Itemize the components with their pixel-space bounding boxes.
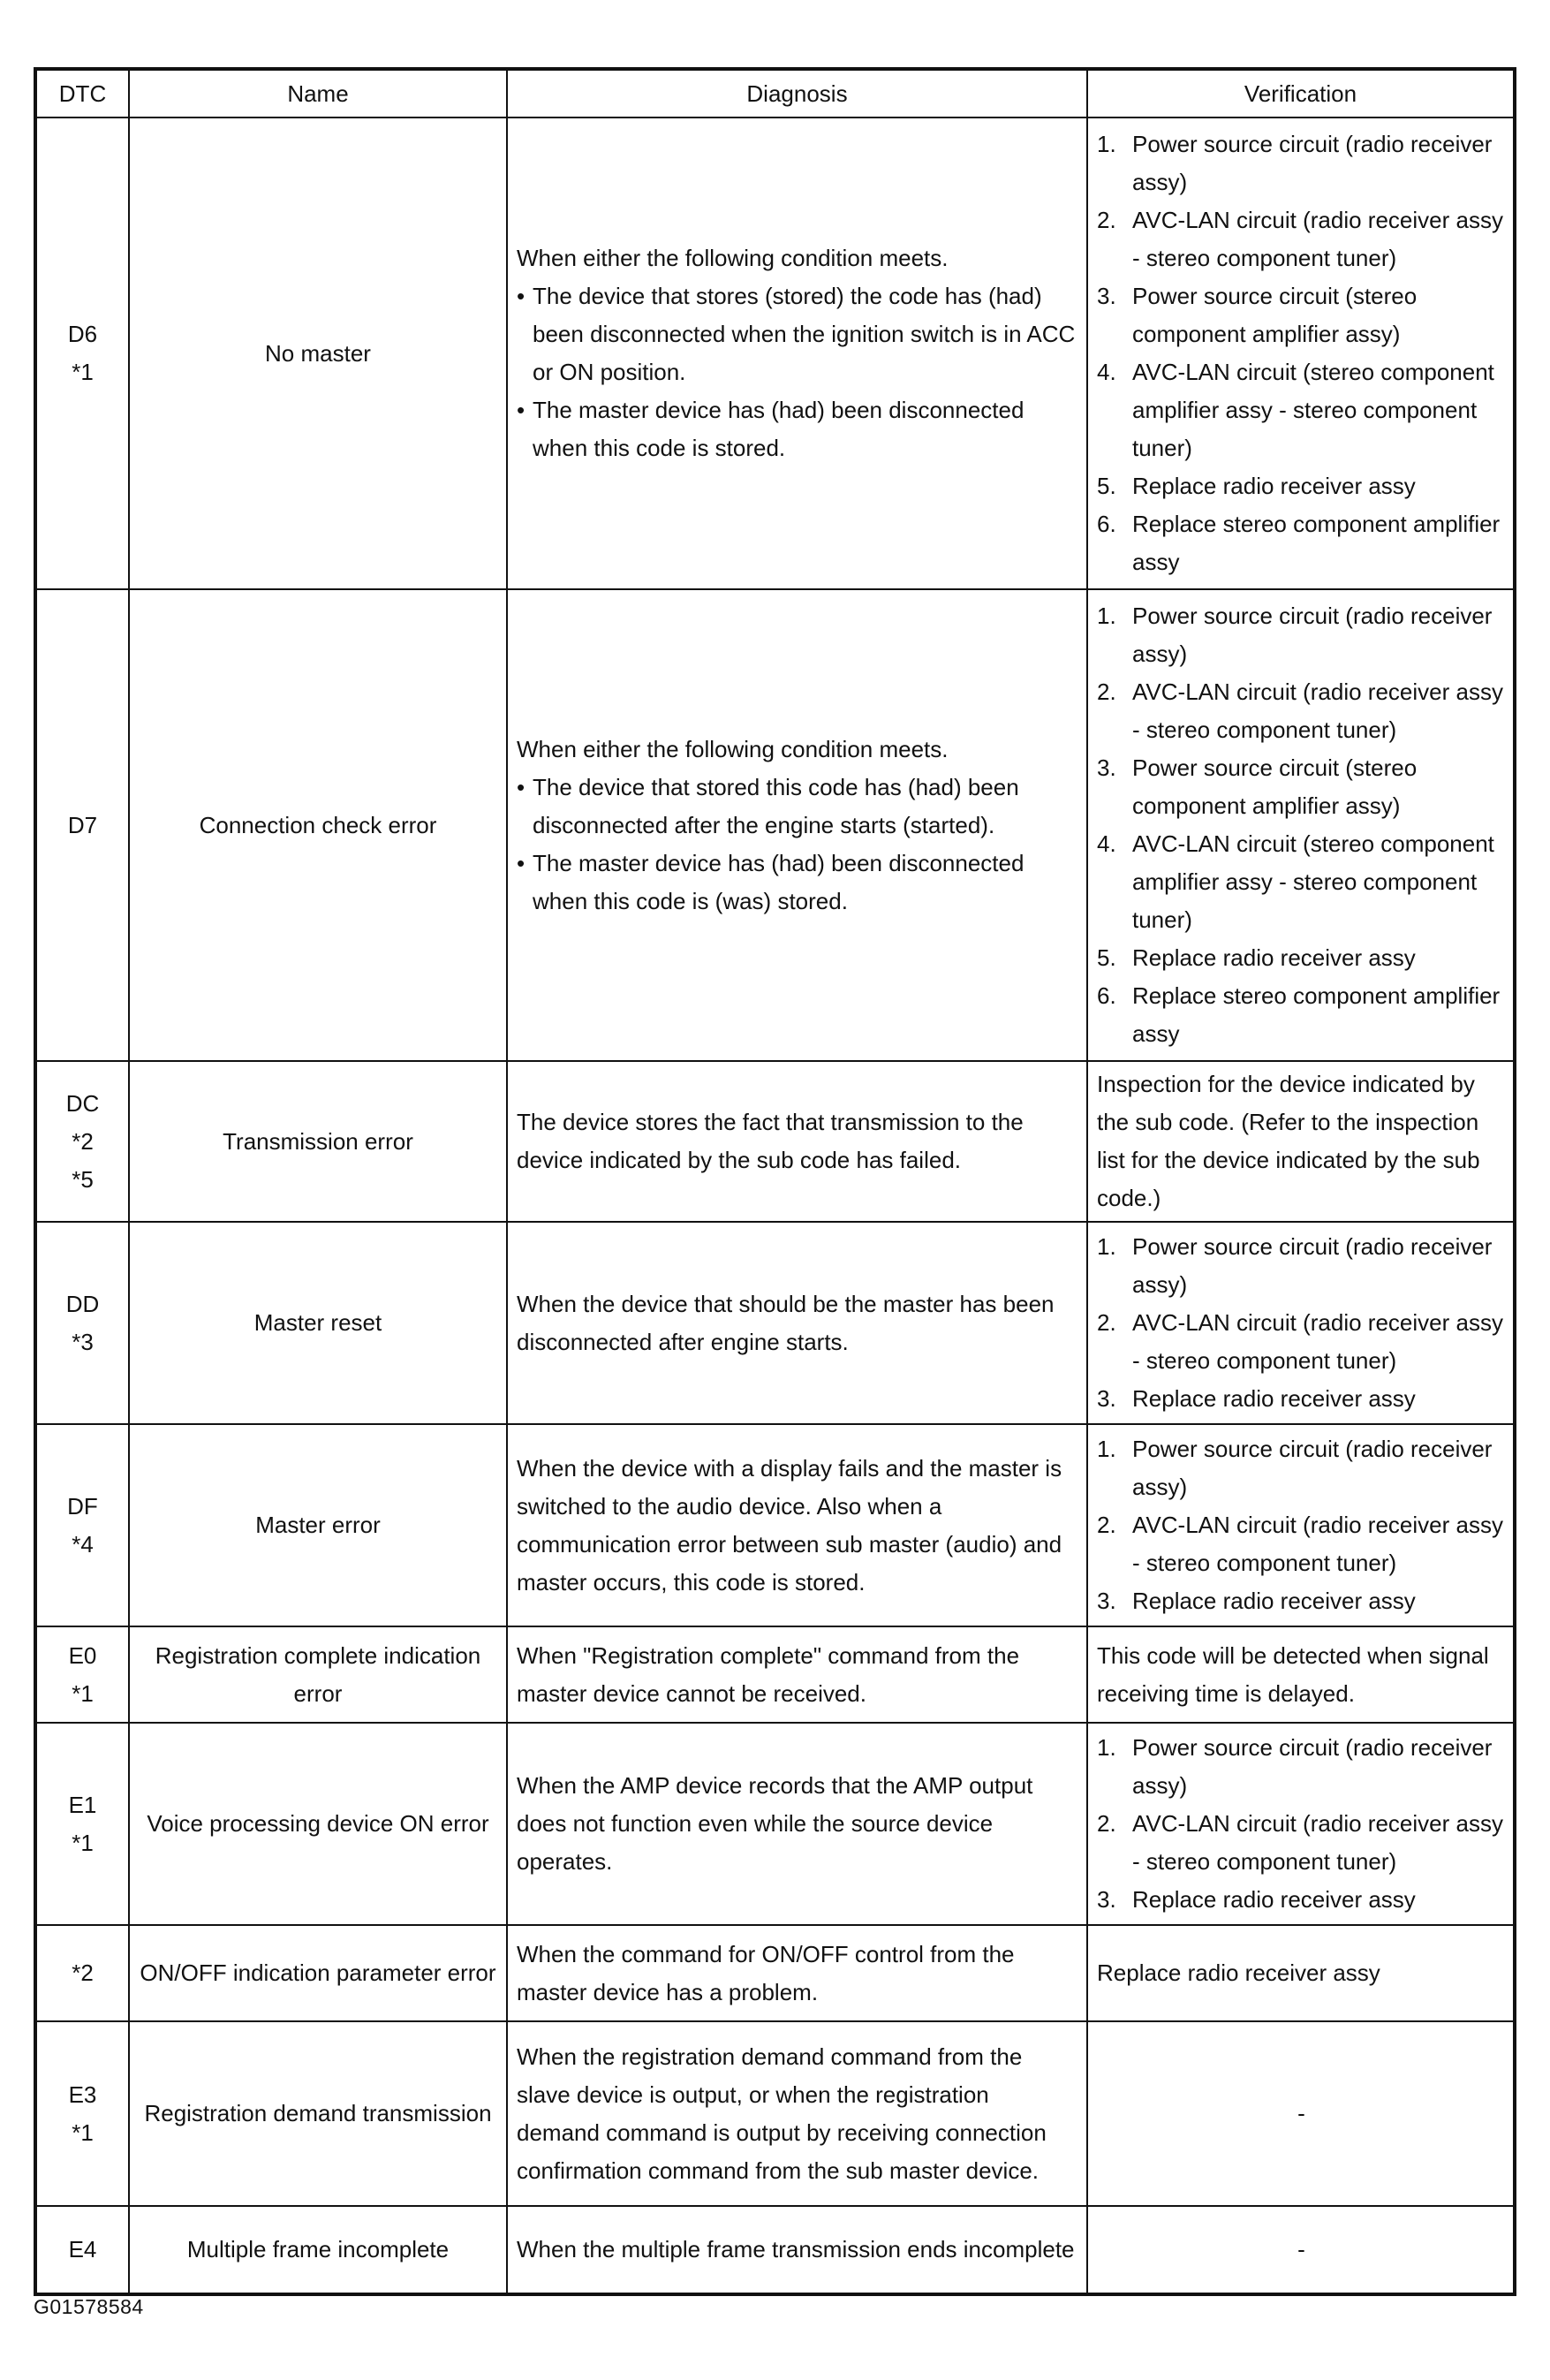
list-item: 2. AVC-LAN circuit (radio receiver assy - stereo component tuner) <box>1097 678 1503 743</box>
list-item: 1. Power source circuit (radio receiver assy) <box>1097 1734 1493 1799</box>
list-item: 6. Replace stereo component amplifier assy <box>1097 982 1501 1047</box>
table-row <box>35 1626 1515 1723</box>
table-row <box>35 1424 1515 1626</box>
dtc-name: Master reset <box>129 1222 507 1424</box>
table-row <box>35 1222 1515 1424</box>
dtc-table-page <box>34 67 1513 2296</box>
dtc-diagnosis: When the device that should be the master has been disconnected after engine starts. <box>507 1222 1087 1424</box>
dtc-diagnosis: When either the following condition meets. • The device that stores (stored) the code has (had) been disconnected when the ignition switch is in ACC or ON position. • The master device has (had) been disconnected when this code is stored. <box>507 117 1087 589</box>
dtc-code: *2 <box>35 1925 129 2021</box>
dtc-code: E4 <box>35 2206 129 2294</box>
header-diagnosis: Diagnosis <box>507 69 1087 117</box>
header-name: Name <box>129 69 507 117</box>
dtc-verification <box>1087 1723 1515 1925</box>
dtc-name: Transmission error <box>129 1061 507 1222</box>
table-header-row <box>35 69 1515 117</box>
dtc-name: Registration demand transmission <box>129 2021 507 2206</box>
list-item: 1. Power source circuit (radio receiver assy) <box>1097 131 1493 195</box>
list-item: 3. Replace radio receiver assy <box>1097 1385 1416 1412</box>
list-item: 5. Replace radio receiver assy <box>1097 944 1416 971</box>
list-item: 3. Replace radio receiver assy <box>1097 1886 1416 1913</box>
dtc-verification <box>1087 117 1515 589</box>
header-verification: Verification <box>1087 69 1515 117</box>
dtc-diagnosis: When the registration demand command from the slave device is output, or when the registration demand command is output by receiving connection confirmation command from the sub master device. <box>507 2021 1087 2206</box>
table-row <box>35 117 1515 589</box>
dtc-diagnosis: The device stores the fact that transmission to the device indicated by the sub code has failed. <box>507 1061 1087 1222</box>
dtc-diagnosis: When the command for ON/OFF control from the master device has a problem. <box>507 1925 1087 2021</box>
list-item: 3. Replace radio receiver assy <box>1097 1588 1416 1614</box>
table-row <box>35 1061 1515 1222</box>
figure-code: G01578584 <box>34 2295 144 2318</box>
table-row <box>35 1723 1515 1925</box>
table-row <box>35 2206 1515 2294</box>
dtc-code: E3 *1 <box>35 2021 129 2206</box>
dtc-code: DD *3 <box>35 1222 129 1424</box>
dtc-code: E1 *1 <box>35 1723 129 1925</box>
dtc-code: DF *4 <box>35 1424 129 1626</box>
dtc-verification <box>1087 1424 1515 1626</box>
dtc-name: Multiple frame incomplete <box>129 2206 507 2294</box>
table-row <box>35 589 1515 1061</box>
list-item: 4. AVC-LAN circuit (stereo component amplifier assy - stereo component tuner) <box>1097 359 1494 461</box>
dtc-diagnosis: When the multiple frame transmission ends incomplete <box>507 2206 1087 2294</box>
list-item: 5. Replace radio receiver assy <box>1097 473 1416 499</box>
table-row <box>35 1925 1515 2021</box>
dtc-code: E0 *1 <box>35 1626 129 1723</box>
dtc-verification: - <box>1087 2206 1515 2294</box>
dtc-verification <box>1087 1222 1515 1424</box>
dtc-diagnosis: When the AMP device records that the AMP output does not function even while the source device operates. <box>507 1723 1087 1925</box>
list-item: 2. AVC-LAN circuit (radio receiver assy - stereo component tuner) <box>1097 1810 1503 1875</box>
list-item: 3. Power source circuit (stereo component amplifier assy) <box>1097 283 1418 347</box>
dtc-name: Master error <box>129 1424 507 1626</box>
dtc-name: Voice processing device ON error <box>129 1723 507 1925</box>
dtc-name: Connection check error <box>129 589 507 1061</box>
dtc-table <box>34 67 1516 2296</box>
dtc-code: DC *2 *5 <box>35 1061 129 1222</box>
list-item: 1. Power source circuit (radio receiver assy) <box>1097 1436 1493 1500</box>
dtc-code: D6 *1 <box>35 117 129 589</box>
list-item: 3. Power source circuit (stereo component amplifier assy) <box>1097 754 1418 819</box>
list-item: 2. AVC-LAN circuit (radio receiver assy - stereo component tuner) <box>1097 207 1503 271</box>
dtc-name: ON/OFF indication parameter error <box>129 1925 507 2021</box>
dtc-name: Registration complete indication error <box>129 1626 507 1723</box>
dtc-verification <box>1087 589 1515 1061</box>
list-item: 2. AVC-LAN circuit (radio receiver assy - stereo component tuner) <box>1097 1512 1503 1576</box>
dtc-diagnosis: When the device with a display fails and the master is switched to the audio device. Also when a communication error between sub master (audio) and master occurs, this code is stored. <box>507 1424 1087 1626</box>
dtc-verification: This code will be detected when signal receiving time is delayed. <box>1087 1626 1515 1723</box>
dtc-verification: Replace radio receiver assy <box>1087 1925 1515 2021</box>
dtc-code: D7 <box>35 589 129 1061</box>
list-item: 1. Power source circuit (radio receiver assy) <box>1097 1233 1493 1298</box>
list-item: 1. Power source circuit (radio receiver assy) <box>1097 603 1493 667</box>
list-item: 2. AVC-LAN circuit (radio receiver assy - stereo component tuner) <box>1097 1309 1503 1374</box>
dtc-diagnosis: When either the following condition meets. • The device that stored this code has (had) been disconnected after the engine starts (started). • The master device has (had) been disconnected when this code is (was) stored. <box>507 589 1087 1061</box>
dtc-verification: - <box>1087 2021 1515 2206</box>
dtc-diagnosis: When "Registration complete" command from the master device cannot be received. <box>507 1626 1087 1723</box>
dtc-name: No master <box>129 117 507 589</box>
table-row <box>35 2021 1515 2206</box>
dtc-verification: Inspection for the device indicated by the sub code. (Refer to the inspection list for the device indicated by the sub code.) <box>1087 1061 1515 1222</box>
list-item: 6. Replace stereo component amplifier assy <box>1097 511 1501 575</box>
list-item: 4. AVC-LAN circuit (stereo component amplifier assy - stereo component tuner) <box>1097 830 1494 933</box>
header-dtc: DTC <box>35 69 129 117</box>
